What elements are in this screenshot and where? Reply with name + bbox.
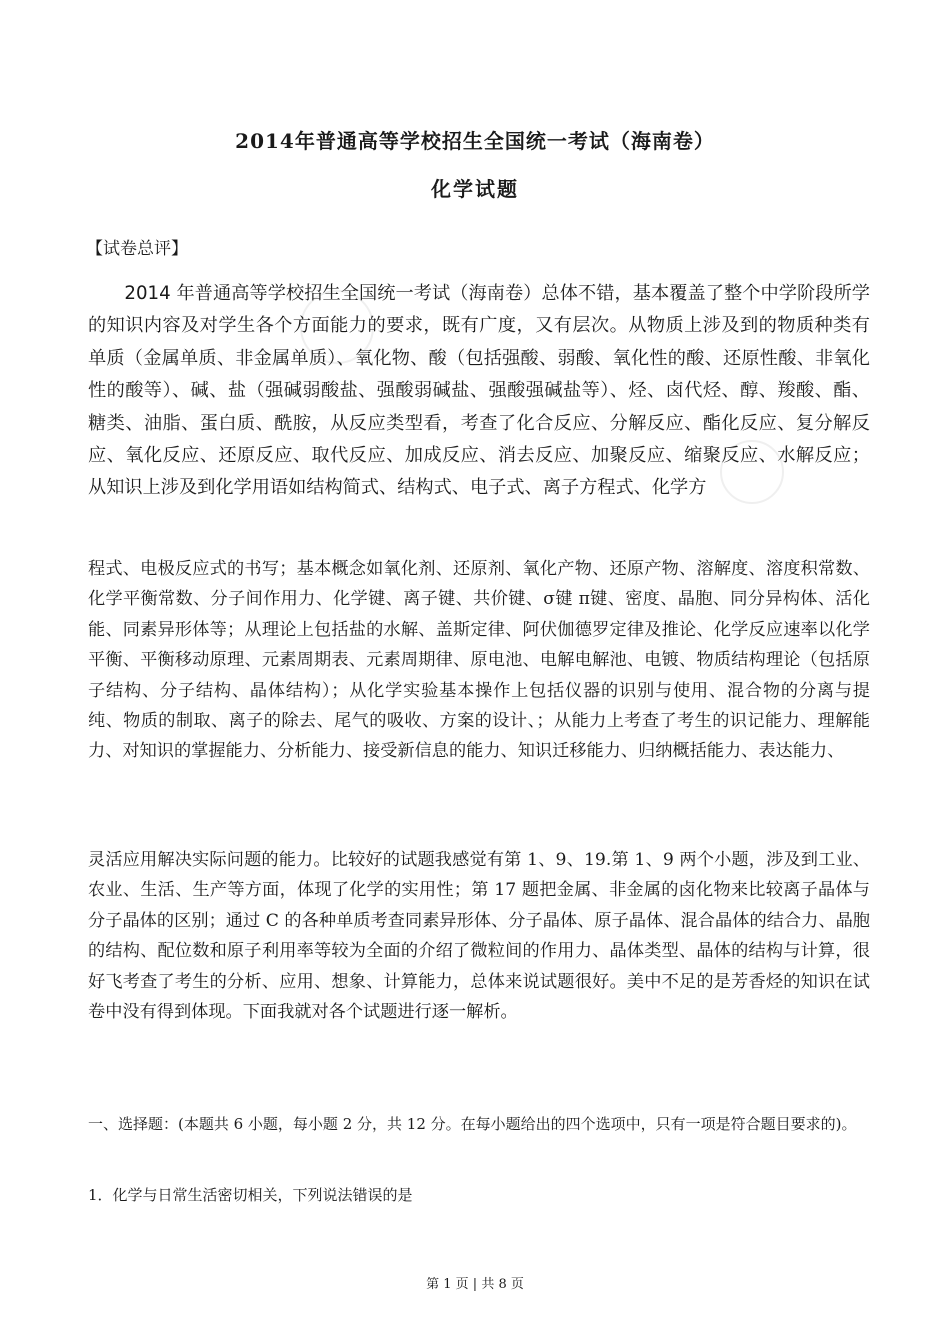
document-title: 2014年普通高等学校招生全国统一考试（海南卷）: [235, 129, 715, 153]
review-paragraph: 程式、电极反应式的书写；基本概念如氧化剂、还原剂、氧化产物、还原产物、溶解度、溶度积常数、化学平衡常数、分子间作用力、化学键、离子键、共价键、σ键 π键、密度、晶胞、同分异构体、活化能、同素异形体等；从理论上包括盐的水解、盖斯定律、阿伏伽德罗定律及推论、化学反应速率以化学平衡、平衡移动原理、元素周期表、元素周期律、原电池、电解电解池、电镀、物质结构理论（包括原子结构、分子结构、晶体结构）；从化学实验基本操作上包括仪器的识别与使用、混合物的分离与提纯、物质的制取、离子的除去、尾气的吸收、方案的设计、；从能力上考查了考生的识记能力、理解能力、对知识的掌握能力、分析能力、接受新信息的能力、知识迁移能力、归纳概括能力、表达能力、: [88, 559, 870, 762]
question-1: 1．化学与日常生活密切相关，下列说法错误的是: [88, 1186, 413, 1204]
review-paragraph: 2014 年普通高等学校招生全国统一考试（海南卷）总体不错，基本覆盖了整个中学阶段所学的知识内容及对学生各个方面能力的要求，既有广度，又有层次。从物质上涉及到的物质种类有单质（金属单质、非金属单质）、氧化物、酸（包括强酸、弱酸、氧化性的酸、还原性酸、非氧化性的酸等）、碱、盐（强碱弱酸盐、强酸弱碱盐、强酸强碱盐等）、烃、卤代烃、醇、羧酸、酯、糖类、油脂、蛋白质、酰胺，从反应类型看，考查了化合反应、分解反应、酯化反应、复分解反应、氧化反应、还原反应、取代反应、加成反应、消去反应、加聚反应、缩聚反应、水解反应；从知识上涉及到化学用语如结构简式、结构式、电子式、离子方程式、化学方: [88, 283, 870, 499]
document-subtitle: 化学试题: [431, 177, 519, 201]
section-one-intro: 一、选择题：(本题共 6 小题，每小题 2 分，共 12 分。在每小题给出的四个选项中，只有一项是符合题目要求的)。: [88, 1115, 857, 1133]
review-heading: 【试卷总评】: [86, 239, 188, 259]
review-paragraph: 灵活应用解决实际问题的能力。比较好的试题我感觉有第 1、9、19.第 1、9 两个小题，涉及到工业、农业、生活、生产等方面，体现了化学的实用性；第 17 题把金属、非金属的卤化物来比较离子晶体与分子晶体的区别；通过 C 的各种单质考查同素异形体、分子晶体、原子晶体、混合晶体的结合力、晶胞的结构、配位数和原子利用率等较为全面的介绍了微粒间的作用力、晶体类型、晶体的结构与计算，很好飞考查了考生的分析、应用、想象、计算能力，总体来说试题很好。美中不足的是芳香烃的知识在试卷中没有得到体现。下面我就对各个试题进行逐一解析。: [88, 850, 870, 1023]
page-footer: 第 1 页 | 共 8 页: [426, 1277, 524, 1292]
